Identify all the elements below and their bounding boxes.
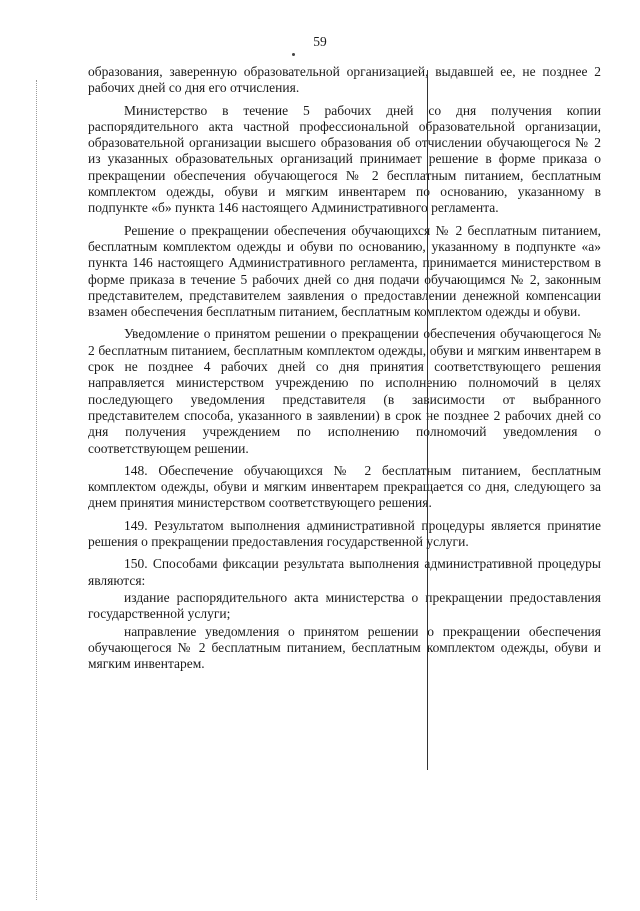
document-body xyxy=(88,64,601,678)
scan-speck xyxy=(292,53,295,56)
page-number: 59 xyxy=(313,34,327,49)
paragraph: 149. Результатом выполнения административной процедуры является принятие решения о прекращении предоставления государственной услуги. xyxy=(88,517,601,550)
paragraph: образования, заверенную образовательной организацией, выдавшей ее, не позднее 2 рабочих дней со дня его отчисления. xyxy=(88,64,601,96)
paragraph: издание распорядительного акта министерства о прекращении предоставления государственной услуги; xyxy=(88,589,601,622)
paragraph: Министерство в течение 5 рабочих дней со дня получения копии распорядительного акта частной профессиональной образовательной организации, образовательной организации высшего образования об отчислении обучающегося № 2 из указанных образовательных организаций принимает решение в форме приказа о прекращении обеспечения обучающегося № 2 бесплатным питанием, бесплатным комплектом одежды, обуви и мягким инвентарем по основанию, указанному в подпункте «б» пункта 146 настоящего Административного регламента. xyxy=(88,102,601,216)
paragraph: 150. Способами фиксации результата выполнения административной процедуры являются: xyxy=(88,556,601,588)
scan-fold-line xyxy=(427,70,428,770)
paragraph: Уведомление о принятом решении о прекращении обеспечения обучающегося № 2 бесплатным питанием, бесплатным комплектом одежды, обуви и мягким инвентарем в срок не позднее 4 рабочих дней со дня принятия соответствующего решения направляется министерством учреждению по исполнению полномочий в целях последующего уведомления представителя (в зависимости от выбранного представителем способа, указанного в заявлении) в срок не позднее 2 рабочих дней со дня получения учреждением по исполнению полномочий уведомления о соответствующем решении. xyxy=(88,326,601,456)
scan-margin-line xyxy=(36,80,37,900)
paragraph: Решение о прекращении обеспечения обучающихся № 2 бесплатным питанием, бесплатным комплектом одежды и обуви по основанию, указанному в подпункте «а» пункта 146 настоящего Административного регламента, принимается министерством в форме приказа в течение 5 рабочих дней со дня подачи обучающимся № 2, законным представителем, представителем заявления о предоставлении денежной компенсации взамен обеспечения бесплатным питанием, бесплатным комплектом одежды и обуви. xyxy=(88,222,601,320)
paragraph: 148. Обеспечение обучающихся № 2 бесплатным питанием, бесплатным комплектом одежды, обуви и мягким инвентарем прекращается со дня, следующего за днем принятия министерством соответствующего решения. xyxy=(88,462,601,511)
paragraph: направление уведомления о принятом решении о прекращении обеспечения обучающегося № 2 бесплатным питанием, бесплатным комплектом одежды, обуви и мягким инвентарем. xyxy=(88,623,601,672)
